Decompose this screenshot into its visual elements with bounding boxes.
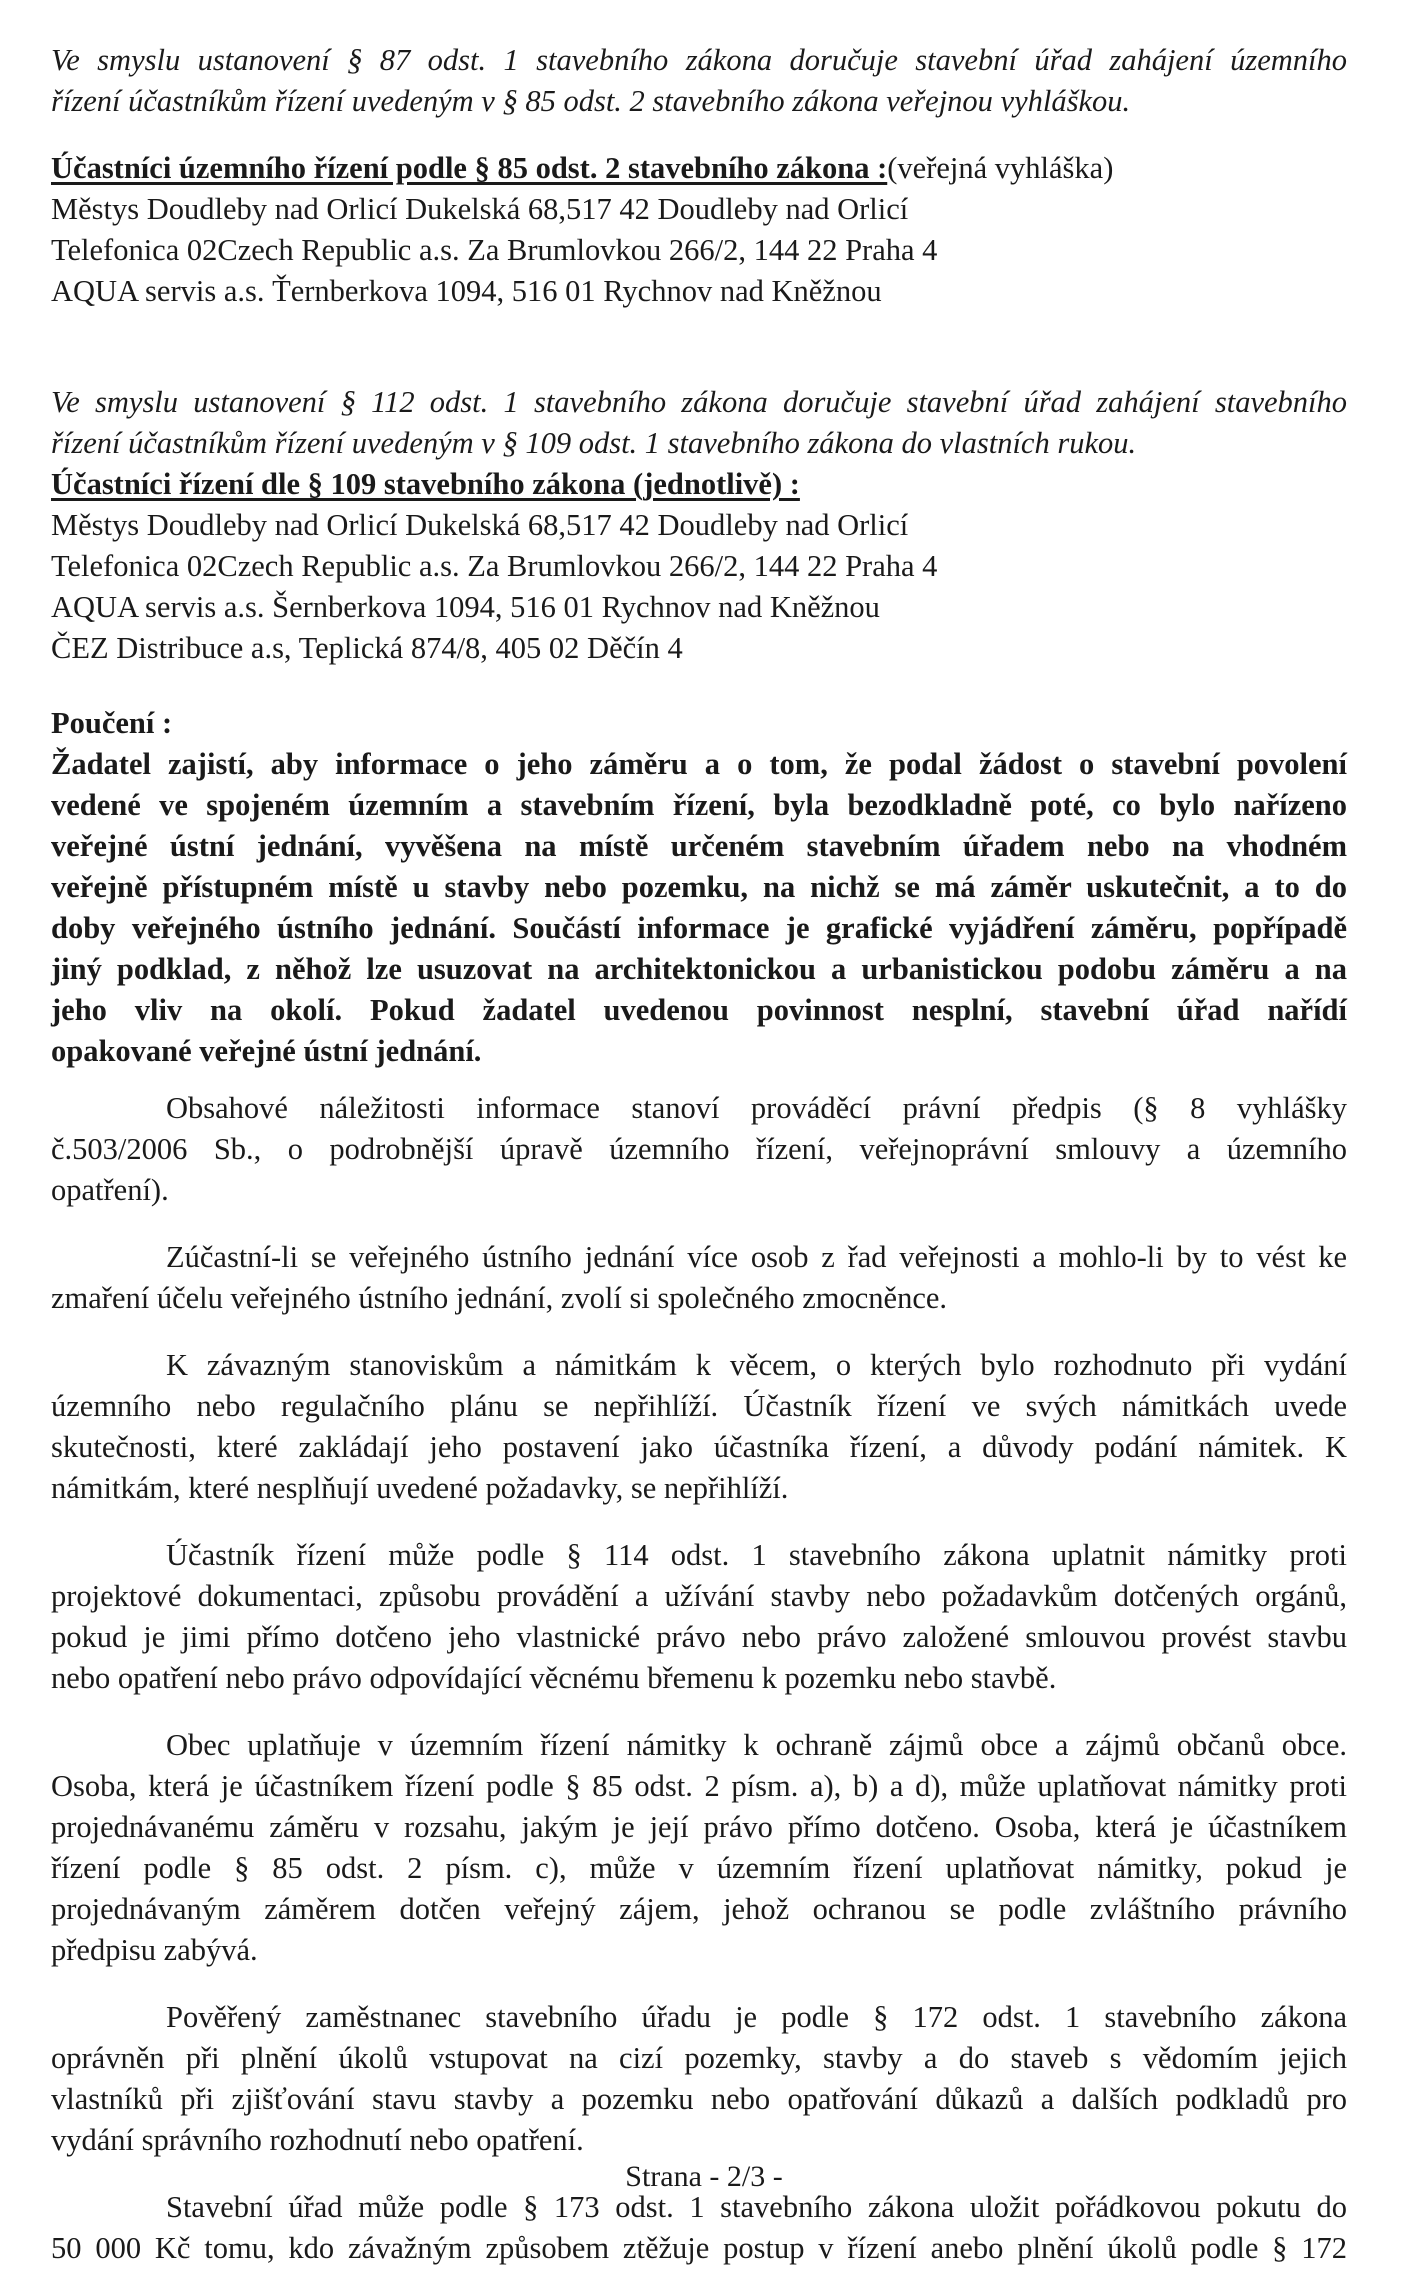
pouceni-bold-line: veřejně přístupném místě u stavby nebo pozemku, na nichž se má záměr uskutečnit, a to do bbox=[51, 870, 1347, 904]
participant-line: Telefonica 02Czech Republic a.s. Za Brumlovkou 266/2, 144 22 Praha 4 bbox=[51, 233, 938, 267]
participant-line: AQUA servis a.s. Ťernberkova 1094, 516 01 Rychnov nad Kněžnou bbox=[51, 274, 882, 308]
paragraph-line: 50 000 Kč tomu, kdo závažným způsobem ztěžuje postup v řízení anebo plnění úkolů podle § 172 bbox=[51, 2231, 1347, 2265]
paragraph-line: námitkám, které nesplňují uvedené požadavky, se nepřihlíží. bbox=[51, 1471, 789, 1505]
page-number: Strana - 2/3 - bbox=[625, 2160, 783, 2193]
paragraph-line: Účastník řízení může podle § 114 odst. 1 stavebního zákona uplatnit námitky proti bbox=[166, 1538, 1347, 1572]
pouceni-bold-line: veřejné ústní jednání, vyvěšena na místě určeném stavebním úřadem nebo na vhodném bbox=[51, 829, 1347, 863]
pouceni-bold-line: jiný podklad, z něhož lze usuzovat na architektonickou a urbanistickou podobu záměru a na bbox=[51, 952, 1347, 986]
paragraph-line: skutečnosti, které zakládají jeho postavení jako účastníka řízení, a důvody podání námitek. K bbox=[51, 1430, 1347, 1464]
paragraph-line: Osoba, která je účastníkem řízení podle § 85 odst. 2 písm. a), b) a d), může uplatňovat námitky proti bbox=[51, 1769, 1347, 1803]
participant-line: ČEZ Distribuce a.s, Teplická 874/8, 405 02 Děčín 4 bbox=[51, 631, 683, 665]
document-page bbox=[51, 40, 1347, 2269]
paragraph-line: územního nebo regulačního plánu se nepřihlíží. Účastník řízení ve svých námitkách uvede bbox=[51, 1389, 1347, 1423]
participant-line: AQUA servis a.s. Šernberkova 1094, 516 01 Rychnov nad Kněžnou bbox=[51, 590, 880, 624]
paragraph-line: nebo opatření nebo právo odpovídající věcnému břemenu k pozemku nebo stavbě. bbox=[51, 1661, 1057, 1695]
paragraph-line: K závazným stanoviskům a námitkám k věcem, o kterých bylo rozhodnuto při vydání bbox=[166, 1348, 1347, 1382]
paragraph-line: pokud je jimi přímo dotčeno jeho vlastnické právo nebo právo založené smlouvou provést stavbu bbox=[51, 1620, 1347, 1654]
pouceni-bold-line: opakované veřejné ústní jednání. bbox=[51, 1034, 482, 1068]
section1-heading-row bbox=[51, 148, 1347, 189]
paragraph-line: projednávaným záměrem dotčen veřejný zájem, jehož ochranou se podle zvláštního právního bbox=[51, 1892, 1347, 1926]
paragraph-line: Stavební úřad může podle § 173 odst. 1 stavebního zákona uložit pořádkovou pokutu do bbox=[166, 2190, 1347, 2224]
paragraph-line: č.503/2006 Sb., o podrobnější úpravě územního řízení, veřejnoprávní smlouvy a územního bbox=[51, 1132, 1347, 1166]
paragraph-line: řízení podle § 85 odst. 2 písm. c), může v územním řízení uplatňovat námitky, pokud je bbox=[51, 1851, 1347, 1885]
participant-line: Městys Doudleby nad Orlicí Dukelská 68,517 42 Doudleby nad Orlicí bbox=[51, 192, 909, 226]
section1-heading-suffix: (veřejná vyhláška) bbox=[887, 151, 1114, 185]
participant-line: Telefonica 02Czech Republic a.s. Za Brumlovkou 266/2, 144 22 Praha 4 bbox=[51, 549, 938, 583]
pouceni-heading: Poučení : bbox=[51, 706, 173, 740]
pouceni-bold-line: Žadatel zajistí, aby informace o jeho záměru a o tom, že podal žádost o stavební povolení bbox=[51, 747, 1347, 781]
intro1-line: Ve smyslu ustanovení § 87 odst. 1 stavebního zákona doručuje stavební úřad zahájení územního bbox=[51, 43, 1347, 77]
pouceni-bold-line: doby veřejného ústního jednání. Součástí informace je grafické vyjádření záměru, popřípadě bbox=[51, 911, 1347, 945]
paragraph-line: oprávněn při plnění úkolů vstupovat na cizí pozemky, stavby a do staveb s vědomím jejich bbox=[51, 2041, 1347, 2075]
section1-heading: Účastníci územního řízení podle § 85 odst. 2 stavebního zákona : bbox=[51, 151, 888, 185]
paragraph-line: vlastníků při zjišťování stavu stavby a pozemku nebo opatřování důkazů a dalších podkladů pro bbox=[51, 2082, 1347, 2116]
paragraph-line: Obsahové náležitosti informace stanoví prováděcí právní předpis (§ 8 vyhlášky bbox=[166, 1091, 1347, 1125]
participant-line: Městys Doudleby nad Orlicí Dukelská 68,517 42 Doudleby nad Orlicí bbox=[51, 508, 909, 542]
paragraph-line: zmaření účelu veřejného ústního jednání, zvolí si společného zmocněnce. bbox=[51, 1281, 948, 1315]
pouceni-bold-line: jeho vliv na okolí. Pokud žadatel uvedenou povinnost nesplní, stavební úřad nařídí bbox=[51, 993, 1347, 1027]
paragraph-line: Pověřený zaměstnanec stavebního úřadu je podle § 172 odst. 1 stavebního zákona bbox=[166, 2000, 1347, 2034]
intro2-line: Ve smyslu ustanovení § 112 odst. 1 stavebního zákona doručuje stavební úřad zahájení stavebního bbox=[51, 385, 1347, 419]
paragraph-line: opatření). bbox=[51, 1173, 169, 1207]
paragraph-line: Zúčastní-li se veřejného ústního jednání více osob z řad veřejnosti a mohlo-li by to vést ke bbox=[166, 1240, 1347, 1274]
paragraph-line: Obec uplatňuje v územním řízení námitky k ochraně zájmů obce a zájmů občanů obce. bbox=[166, 1728, 1347, 1762]
intro1-line: řízení účastníkům řízení uvedeným v § 85 odst. 2 stavebního zákona veřejnou vyhláškou. bbox=[51, 84, 1131, 118]
paragraph-line: projednávanému záměru v rozsahu, jakým je její právo přímo dotčeno. Osoba, která je účastníkem bbox=[51, 1810, 1347, 1844]
section2-heading: Účastníci řízení dle § 109 stavebního zákona (jednotlivě) : bbox=[51, 467, 800, 501]
intro2-line: řízení účastníkům řízení uvedeným v § 109 odst. 1 stavebního zákona do vlastních rukou. bbox=[51, 426, 1137, 460]
paragraph-line: projektové dokumentaci, způsobu provádění a užívání stavby nebo požadavkům dotčených orgánů, bbox=[51, 1579, 1347, 1613]
paragraph-line: vydání správního rozhodnutí nebo opatření. bbox=[51, 2123, 584, 2157]
pouceni-bold-line: vedené ve spojeném územním a stavebním řízení, byla bezodkladně poté, co bylo nařízeno bbox=[51, 788, 1347, 822]
paragraph-line: předpisu zabývá. bbox=[51, 1933, 258, 1967]
